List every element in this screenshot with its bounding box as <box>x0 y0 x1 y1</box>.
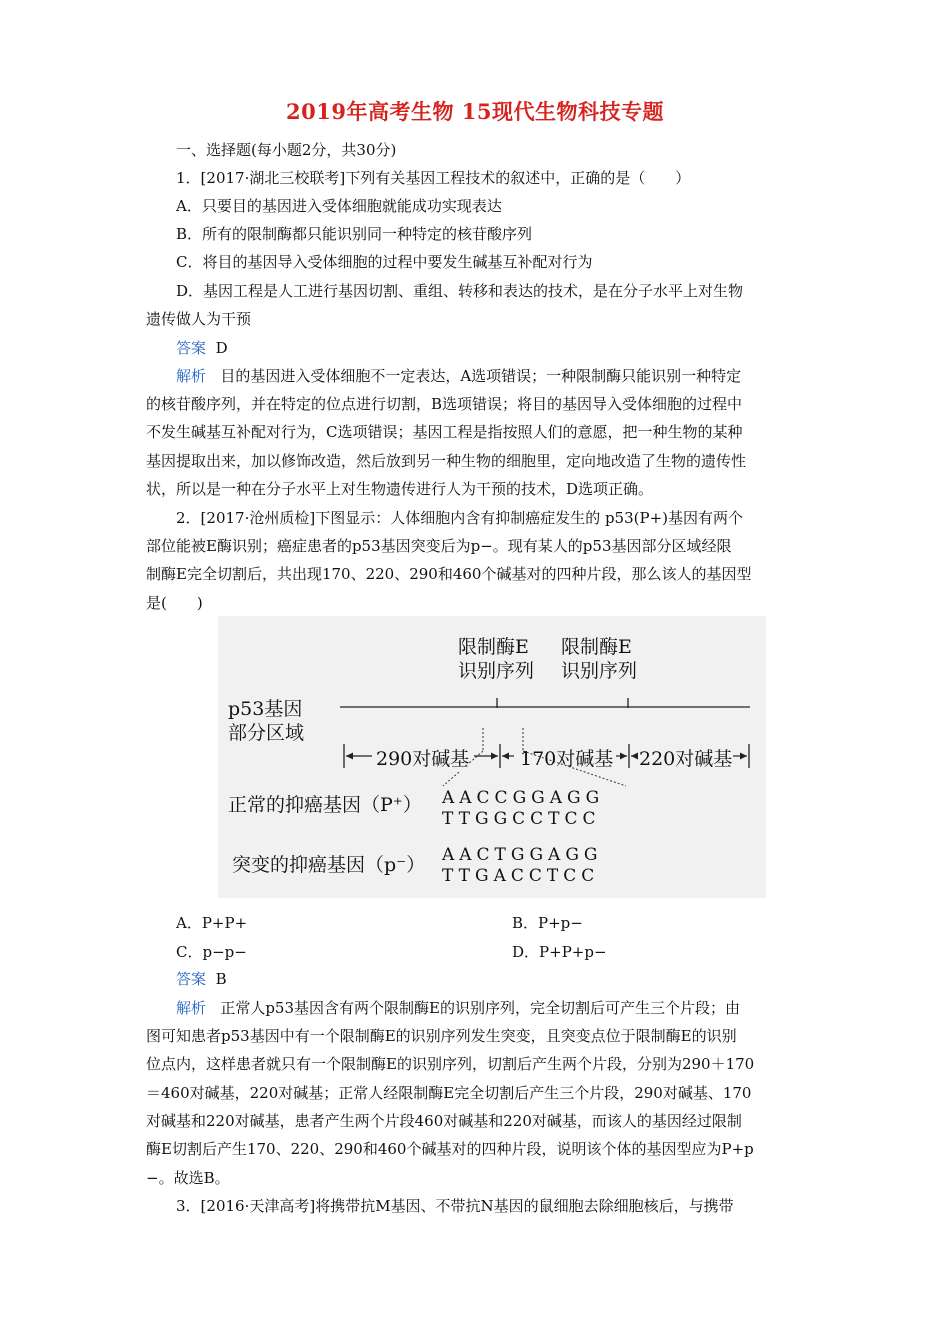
page-title: 2019年高考生物 15现代生物科技专题 <box>286 99 664 124</box>
q1-option-d-cont: 遗传做人为干预 <box>146 310 252 328</box>
q2-analysis-line: −。故选B。 <box>146 1169 230 1187</box>
p53-gene-diagram <box>218 616 766 898</box>
q2-analysis-line: 对碱基和220对碱基，患者产生两个片段460对碱基和220对碱基，而该人的基因经过限制 <box>146 1112 742 1130</box>
q2-stem-line: 2．[2017·沧州质检]下图显示：人体细胞内含有抑制癌症发生的 p53(P+)基因有两个 <box>176 509 744 527</box>
q2-stem-line: 是( ) <box>146 594 203 612</box>
q1-analysis-line <box>176 366 741 386</box>
mutant-seq-bottom: TTGACCTCC <box>442 866 600 886</box>
q1-option-c: C．将目的基因导入受体细胞的过程中要发生碱基互补配对行为 <box>176 253 593 271</box>
q1-stem: 1．[2017·湖北三校联考]下列有关基因工程技术的叙述中，正确的是（ ） <box>176 169 691 187</box>
normal-gene-label: 正常的抑癌基因（P⁺） <box>228 794 422 816</box>
q2-analysis-line: 图可知患者p53基因中有一个限制酶E的识别序列发生突变，且突变点位于限制酶E的识别 <box>146 1027 737 1045</box>
enzyme-label-1: 限制酶E <box>458 636 529 658</box>
q2-option-d: D．P+P+p− <box>512 943 607 961</box>
q1-option-b: B．所有的限制酶都只能识别同一种特定的核苷酸序列 <box>176 225 533 243</box>
normal-seq-top: AACCGGAGG <box>442 788 605 808</box>
q1-option-d: D．基因工程是人工进行基因切割、重组、转移和表达的技术，是在分子水平上对生物 <box>176 282 744 300</box>
segment-220-label: 220对碱基 <box>639 748 733 770</box>
analysis-label: 解析 <box>176 999 207 1017</box>
arrow-head <box>491 753 498 760</box>
section-heading: 一、选择题(每小题2分，共30分) <box>176 141 397 159</box>
q2-analysis-line <box>176 998 740 1018</box>
arrow-head <box>740 753 747 760</box>
q1-analysis-line: 状，所以是一种在分子水平上对生物遗传进行人为干预的技术，D选项正确。 <box>146 480 654 498</box>
q1-option-a: A．只要目的基因进入受体细胞就能成功实现表达 <box>176 197 502 215</box>
q2-option-c: C．p−p− <box>176 943 247 961</box>
enzyme-label-1-sub: 识别序列 <box>458 660 535 682</box>
segment-290-label: 290对碱基 <box>376 744 469 771</box>
q2-analysis-line: 位点内，这样患者就只有一个限制酶E的识别序列，切割后产生两个片段，分别为290＋170 <box>146 1055 755 1073</box>
region-label: p53基因 <box>228 698 303 720</box>
q1-analysis-line: 的核苷酸序列，并在特定的位点进行切割，B选项错误；将目的基因导入受体细胞的过程中 <box>146 395 743 413</box>
mutant-seq-top: AACTGGAGG <box>442 845 603 865</box>
normal-seq-bottom: TTGGCCTCC <box>442 809 601 829</box>
q2-analysis-line: 酶E切割后产生170、220、290和460个碱基对的四种片段，说明该个体的基因型应为P+p <box>146 1140 754 1158</box>
analysis-label: 解析 <box>176 367 207 385</box>
q1-analysis-line: 基因提取出来，加以修饰改造，然后放到另一种生物的细胞里，定向地改造了生物的遗传性 <box>146 452 747 470</box>
q3-stem: 3．[2016·天津高考]将携带抗M基因、不带抗N基因的鼠细胞去除细胞核后，与携带 <box>176 1197 734 1215</box>
q2-stem-line: 部位能被E酶识别；癌症患者的p53基因突变后为p−。现有某人的p53基因部分区域经限 <box>146 537 732 555</box>
arrow-head <box>620 753 627 760</box>
q2-answer <box>176 969 227 989</box>
analysis-text: 目的基因进入受体细胞不一定表达，A选项错误；一种限制酶只能识别一种特定 <box>220 367 742 385</box>
answer-value: B <box>215 970 227 988</box>
q2-analysis-line: ＝460对碱基，220对碱基；正常人经限制酶E完全切割后产生三个片段，290对碱基、170 <box>146 1084 752 1102</box>
q1-answer <box>176 338 228 358</box>
enzyme-label-2-sub: 识别序列 <box>561 660 638 682</box>
arrow-head <box>346 753 353 760</box>
q1-analysis-line: 不发生碱基互补配对行为，C选项错误；基因工程是指按照人们的意愿，把一种生物的某种 <box>146 423 743 441</box>
analysis-text: 正常人p53基因含有两个限制酶E的识别序列，完全切割后可产生三个片段；由 <box>220 999 740 1017</box>
mutant-gene-label: 突变的抑癌基因（p⁻） <box>232 854 426 876</box>
q2-option-b: B．P+p− <box>512 914 583 932</box>
answer-label: 答案 <box>176 339 207 357</box>
region-label-sub: 部分区域 <box>228 722 305 744</box>
arrow-head <box>502 753 509 760</box>
q2-stem-line: 制酶E完全切割后，共出现170、220、290和460个碱基对的四种片段，那么该人的基因型 <box>146 565 752 583</box>
q2-option-a: A．P+P+ <box>176 914 248 932</box>
answer-label: 答案 <box>176 970 207 988</box>
arrow-head <box>631 753 638 760</box>
answer-value: D <box>215 339 228 357</box>
enzyme-label-2: 限制酶E <box>561 636 632 658</box>
segment-170-label: 170对碱基 <box>520 748 614 770</box>
